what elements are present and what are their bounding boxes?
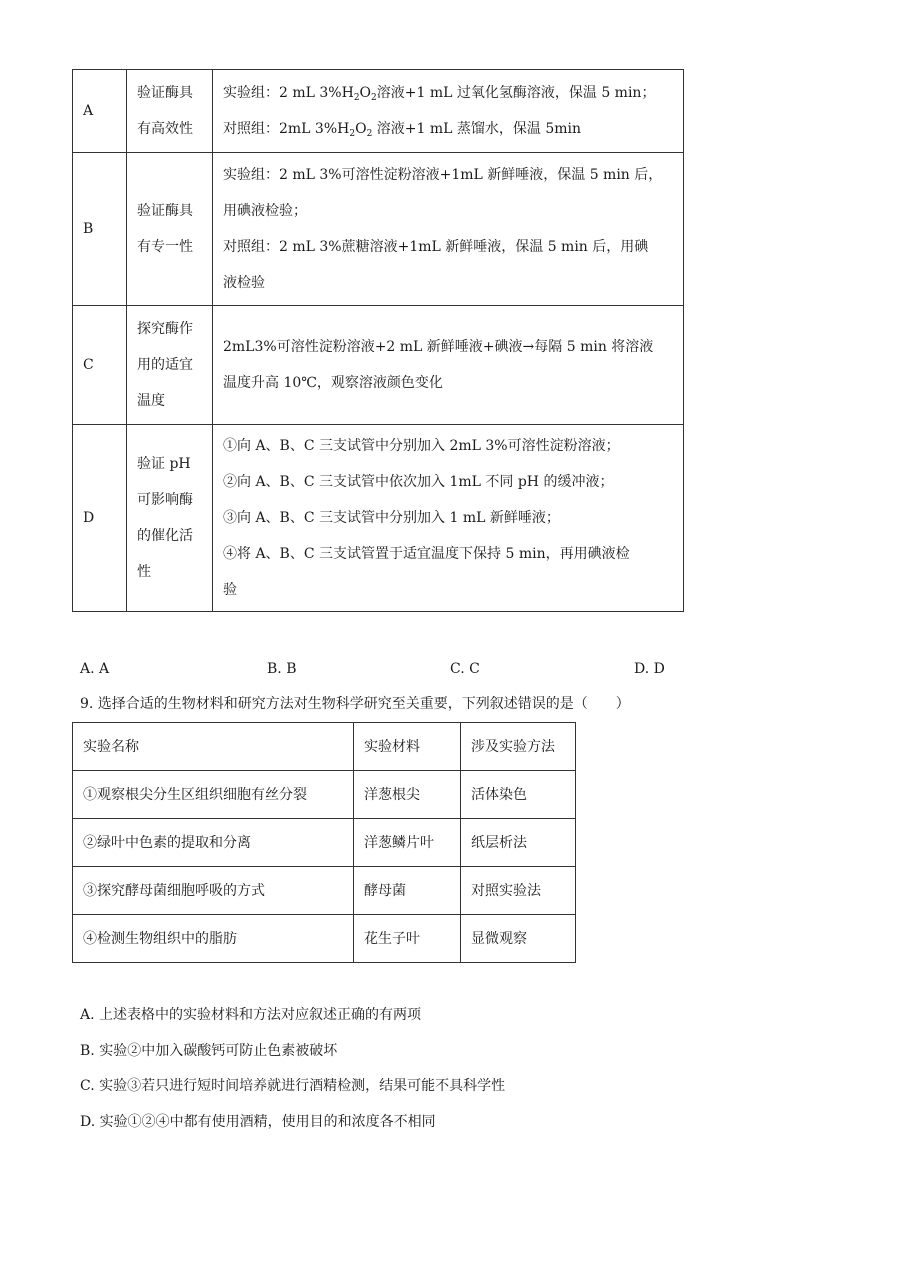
text-line: 用碘液检验； bbox=[223, 203, 307, 219]
table-cell: 活体染色 bbox=[461, 771, 576, 819]
table-row bbox=[73, 867, 576, 915]
table-cell: 对照实验法 bbox=[461, 867, 576, 915]
table-row bbox=[73, 425, 684, 612]
text-line: 实验组：2 mL $3\%H_2O_2$溶液+1 mL 过氧化氢酶溶液，保温 5 min； bbox=[223, 85, 656, 103]
column-header: 涉及实验方法 bbox=[461, 723, 576, 771]
option-letter: A bbox=[73, 70, 127, 153]
table-cell: 花生子叶 bbox=[354, 915, 461, 963]
text-line: 液检验 bbox=[223, 275, 265, 291]
text-line: 验证酶具 bbox=[137, 85, 193, 101]
text-line: 对照组：2mL $3\%H_2O_2$ 溶液+1 mL 蒸馏水，保温 5min bbox=[223, 121, 581, 139]
table-cell: 纸层析法 bbox=[461, 819, 576, 867]
text-line: ④将 A、B、C 三支试管置于适宜温度下保持 5 min，再用碘液检 bbox=[223, 546, 630, 562]
option-b[interactable]: B. B bbox=[267, 661, 297, 677]
experiment-plan bbox=[213, 425, 684, 612]
table-header-row bbox=[73, 723, 576, 771]
text-line: 探究酶作 bbox=[137, 321, 193, 337]
table-cell: ③探究酵母菌细胞呼吸的方式 bbox=[73, 867, 354, 915]
text-line: 有专一性 bbox=[137, 239, 193, 255]
table-cell: 洋葱鳞片叶 bbox=[354, 819, 461, 867]
option-d[interactable]: D. D bbox=[634, 661, 665, 677]
option-c[interactable]: C. C bbox=[450, 661, 480, 677]
experiment-purpose bbox=[127, 70, 213, 153]
text-line: 验证 pH bbox=[137, 456, 191, 472]
previous-question-options bbox=[80, 659, 780, 679]
text-line: 用的适宜 bbox=[137, 357, 193, 373]
table-row bbox=[73, 70, 684, 153]
option-letter: B bbox=[73, 153, 127, 306]
text-line: 2mL3%可溶性淀粉溶液+2 mL 新鲜唾液+碘液→每隔 5 min 将溶液 bbox=[223, 339, 654, 355]
q9-option-d[interactable]: D. 实验①②④中都有使用酒精，使用目的和浓度各不相同 bbox=[80, 1114, 436, 1130]
text-line: 对照组：2 mL 3%蔗糖溶液+1mL 新鲜唾液，保温 5 min 后，用碘 bbox=[223, 239, 649, 255]
experiment-plan bbox=[213, 306, 684, 425]
q9-option-a[interactable]: A. 上述表格中的实验材料和方法对应叙述正确的有两项 bbox=[80, 1007, 422, 1023]
text-line: ①向 A、B、C 三支试管中分别加入 2mL 3%可溶性淀粉溶液； bbox=[223, 438, 620, 454]
option-letter: D bbox=[73, 425, 127, 612]
option-letter: C bbox=[73, 306, 127, 425]
q9-option-b[interactable]: B. 实验②中加入碳酸钙可防止色素被破坏 bbox=[80, 1043, 338, 1059]
table-row bbox=[73, 306, 684, 425]
text-line: ②向 A、B、C 三支试管中依次加入 1mL 不同 pH 的缓冲液； bbox=[223, 474, 614, 490]
table-row bbox=[73, 819, 576, 867]
text-line: ③向 A、B、C 三支试管中分别加入 1 mL 新鲜唾液； bbox=[223, 510, 560, 526]
experiment-purpose bbox=[127, 306, 213, 425]
text-line: 可影响酶 bbox=[137, 492, 193, 508]
table-cell: ④检测生物组织中的脂肪 bbox=[73, 915, 354, 963]
text-line: 的催化活 bbox=[137, 528, 193, 544]
table-row bbox=[73, 153, 684, 306]
column-header: 实验名称 bbox=[73, 723, 354, 771]
experiment-plan bbox=[213, 70, 684, 153]
question-9-stem: 9. 选择合适的生物材料和研究方法对生物科学研究至关重要，下列叙述错误的是（ ） bbox=[80, 696, 630, 712]
table-row bbox=[73, 771, 576, 819]
text-line: 温度 bbox=[137, 393, 165, 409]
text-line: 验 bbox=[223, 582, 237, 598]
q9-option-c[interactable]: C. 实验③若只进行短时间培养就进行酒精检测，结果可能不具科学性 bbox=[80, 1078, 506, 1094]
experiment-design-table bbox=[72, 69, 684, 612]
experiment-purpose bbox=[127, 153, 213, 306]
table-cell: 洋葱根尖 bbox=[354, 771, 461, 819]
table-cell: ②绿叶中色素的提取和分离 bbox=[73, 819, 354, 867]
text-line: 实验组：2 mL 3%可溶性淀粉溶液+1mL 新鲜唾液，保温 5 min 后， bbox=[223, 167, 663, 183]
column-header: 实验材料 bbox=[354, 723, 461, 771]
option-a[interactable]: A. A bbox=[80, 661, 110, 677]
experiment-plan bbox=[213, 153, 684, 306]
table-row bbox=[73, 915, 576, 963]
text-line: 有高效性 bbox=[137, 121, 193, 137]
text-line: 温度升高 10℃，观察溶液颜色变化 bbox=[223, 375, 443, 391]
table-cell: 显微观察 bbox=[461, 915, 576, 963]
material-method-table bbox=[72, 722, 576, 963]
table-cell: ①观察根尖分生区组织细胞有丝分裂 bbox=[73, 771, 354, 819]
experiment-purpose bbox=[127, 425, 213, 612]
text-line: 性 bbox=[137, 564, 151, 580]
table-cell: 酵母菌 bbox=[354, 867, 461, 915]
text-line: 验证酶具 bbox=[137, 203, 193, 219]
